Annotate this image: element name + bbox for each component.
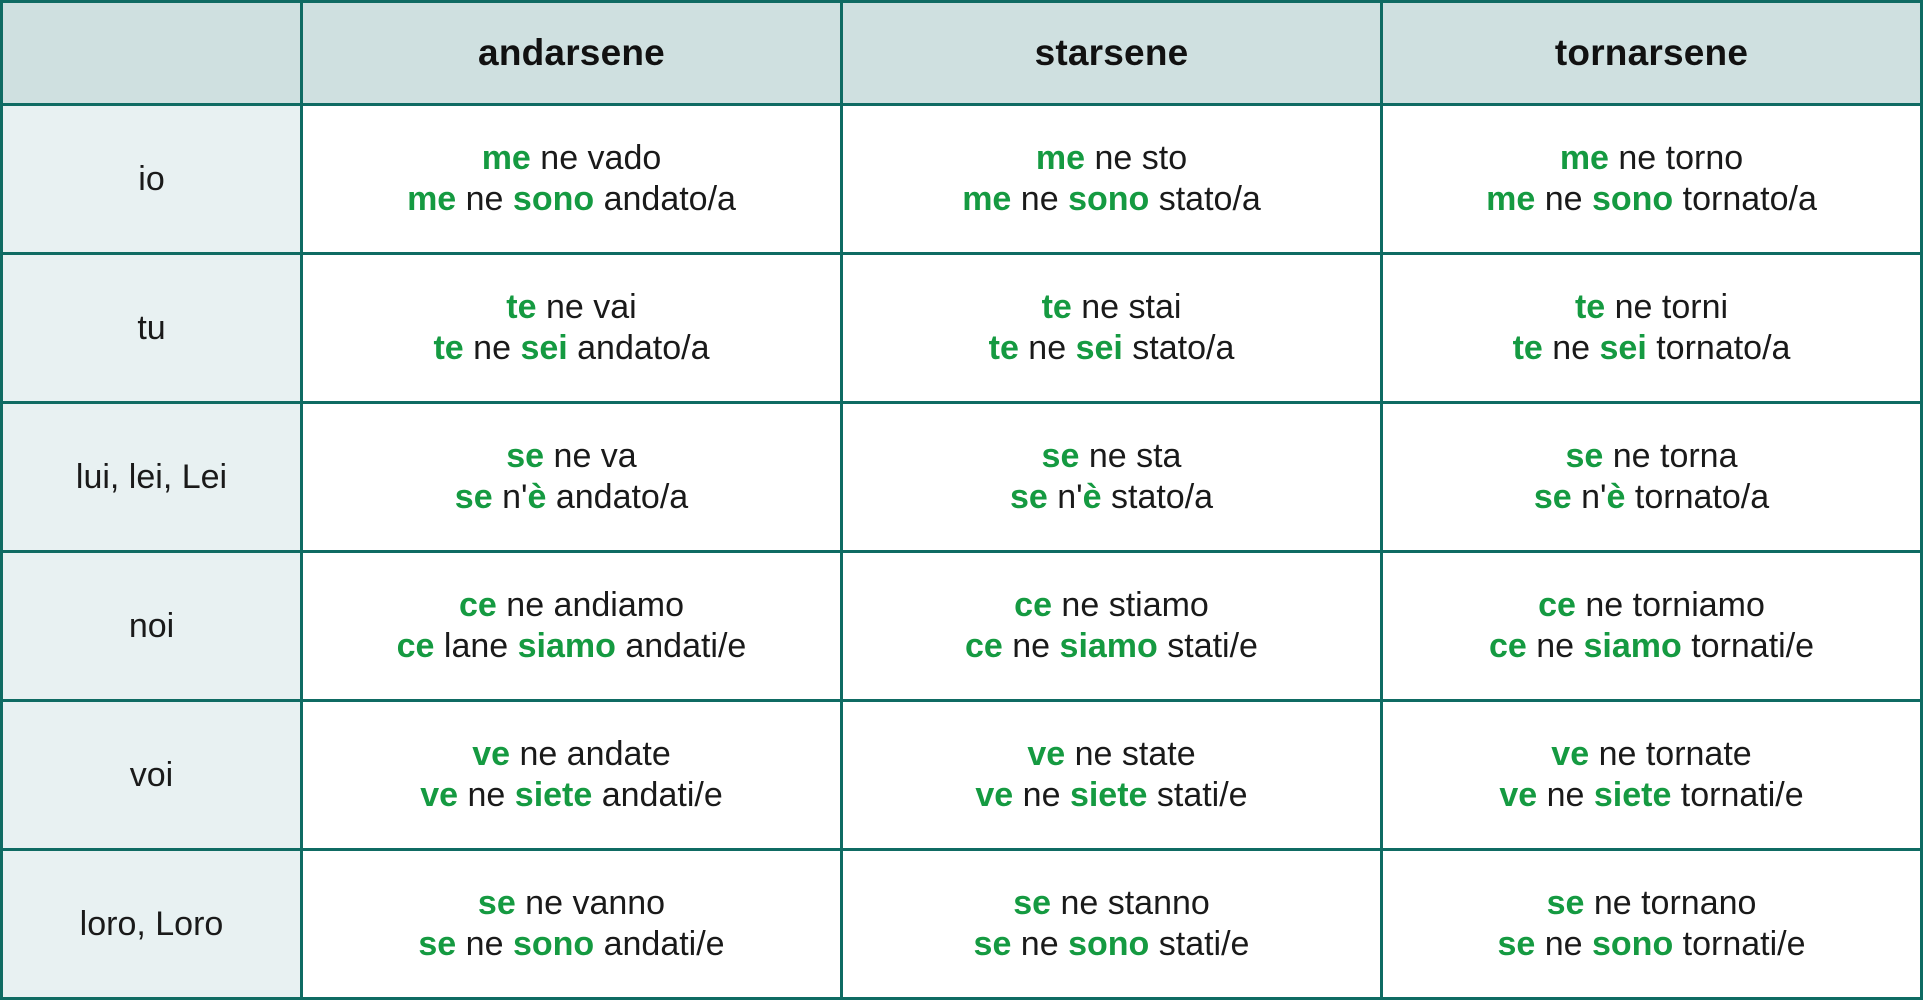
present-tense-form bbox=[313, 585, 830, 626]
past-tense-form bbox=[313, 477, 830, 518]
plain-word: andato/a bbox=[546, 478, 689, 516]
conjugation-cell-tornarsene bbox=[1382, 403, 1922, 552]
highlighted-word: me bbox=[1559, 138, 1609, 177]
highlighted-word: sono bbox=[1592, 925, 1674, 963]
plain-word: ne bbox=[463, 329, 521, 367]
plain-word: ne bbox=[1011, 925, 1069, 963]
pronoun-cell: lui, lei, Lei bbox=[2, 403, 302, 552]
past-tense-form bbox=[313, 328, 830, 369]
plain-word: ne bbox=[1526, 627, 1584, 665]
plain-word: n' bbox=[492, 478, 528, 516]
present-tense-form bbox=[313, 883, 830, 924]
highlighted-word: sono bbox=[512, 925, 595, 963]
present-tense-form bbox=[1393, 883, 1910, 924]
present-tense-form bbox=[1393, 287, 1910, 328]
highlighted-word: siete bbox=[1069, 776, 1148, 814]
past-tense-form bbox=[1393, 626, 1910, 667]
plain-word: ne bbox=[1535, 180, 1592, 218]
present-tense-form bbox=[853, 585, 1370, 626]
plain-word: tornato/a bbox=[1673, 180, 1817, 218]
plain-word: ne bbox=[1542, 329, 1600, 367]
plain-word: ne bbox=[458, 776, 515, 814]
plain-word: andato/a bbox=[594, 180, 736, 218]
highlighted-word: sei bbox=[1599, 329, 1647, 367]
pronoun-cell: loro, Loro bbox=[2, 850, 302, 999]
highlighted-word: te bbox=[988, 329, 1019, 367]
present-tense-form bbox=[1393, 585, 1910, 626]
past-tense-form bbox=[853, 626, 1370, 667]
highlighted-word: ce bbox=[396, 627, 435, 665]
highlighted-word: se bbox=[506, 436, 545, 475]
highlighted-word: me bbox=[407, 180, 457, 218]
present-tense-form bbox=[313, 436, 830, 477]
plain-word: ne torno bbox=[1608, 138, 1744, 177]
table-row bbox=[2, 105, 1922, 254]
plain-word: ne torni bbox=[1605, 287, 1729, 326]
plain-word: ne vanno bbox=[515, 883, 666, 922]
plain-word: andati/e bbox=[594, 925, 725, 963]
highlighted-word: te bbox=[433, 329, 464, 367]
highlighted-word: te bbox=[1512, 329, 1543, 367]
conjugation-cell-starsene bbox=[842, 850, 1382, 999]
conjugation-cell-starsene bbox=[842, 105, 1382, 254]
pronoun-cell: noi bbox=[2, 552, 302, 701]
highlighted-word: sei bbox=[1075, 329, 1123, 367]
present-tense-form bbox=[1393, 734, 1910, 775]
plain-word: tornati/e bbox=[1681, 627, 1815, 665]
highlighted-word: se bbox=[1041, 436, 1080, 475]
present-tense-form bbox=[853, 734, 1370, 775]
table-row bbox=[2, 850, 1922, 999]
highlighted-word: ce bbox=[1538, 585, 1576, 624]
highlighted-word: ce bbox=[459, 585, 497, 624]
highlighted-word: se bbox=[1497, 925, 1536, 963]
present-tense-form bbox=[313, 287, 830, 328]
plain-word: stato/a bbox=[1101, 478, 1214, 516]
pronoun-cell: io bbox=[2, 105, 302, 254]
plain-word: ne va bbox=[544, 436, 637, 475]
highlighted-word: se bbox=[1013, 883, 1052, 922]
column-header-tornarsene: tornarsene bbox=[1382, 2, 1922, 105]
highlighted-word: siamo bbox=[1583, 627, 1682, 665]
highlighted-word: sono bbox=[1591, 180, 1674, 218]
table-row bbox=[2, 701, 1922, 850]
table-corner-cell bbox=[2, 2, 302, 105]
plain-word: ne sta bbox=[1079, 436, 1182, 475]
plain-word: ne stai bbox=[1071, 287, 1182, 326]
highlighted-word: siamo bbox=[517, 627, 616, 665]
plain-word: stato/a bbox=[1122, 329, 1235, 367]
highlighted-word: se bbox=[973, 925, 1012, 963]
pronoun-cell: voi bbox=[2, 701, 302, 850]
plain-word: ne bbox=[1018, 329, 1076, 367]
plain-word: ne bbox=[1011, 180, 1069, 218]
plain-word: ne tornate bbox=[1589, 734, 1752, 773]
present-tense-form bbox=[853, 883, 1370, 924]
highlighted-word: ve bbox=[420, 776, 459, 814]
highlighted-word: sono bbox=[512, 180, 595, 218]
past-tense-form bbox=[853, 775, 1370, 816]
past-tense-form bbox=[853, 477, 1370, 518]
highlighted-word: te bbox=[1041, 287, 1072, 326]
plain-word: n' bbox=[1047, 478, 1083, 516]
plain-word: stato/a bbox=[1149, 180, 1261, 218]
plain-word: n' bbox=[1571, 478, 1607, 516]
conjugation-cell-starsene bbox=[842, 552, 1382, 701]
highlighted-word: se bbox=[1546, 883, 1585, 922]
plain-word: andati/e bbox=[592, 776, 723, 814]
table-row bbox=[2, 403, 1922, 552]
plain-word: andati/e bbox=[615, 627, 747, 665]
conjugation-cell-tornarsene bbox=[1382, 850, 1922, 999]
present-tense-form bbox=[853, 287, 1370, 328]
plain-word: ne stiamo bbox=[1051, 585, 1209, 624]
table-header bbox=[2, 2, 1922, 105]
conjugation-cell-andarsene bbox=[302, 850, 842, 999]
plain-word: ne bbox=[1002, 627, 1060, 665]
plain-word: ne state bbox=[1065, 734, 1196, 773]
past-tense-form bbox=[1393, 775, 1910, 816]
highlighted-word: ce bbox=[1014, 585, 1052, 624]
past-tense-form bbox=[1393, 477, 1910, 518]
conjugation-cell-tornarsene bbox=[1382, 552, 1922, 701]
past-tense-form bbox=[313, 924, 830, 965]
plain-word: lane bbox=[434, 627, 518, 665]
conjugation-cell-starsene bbox=[842, 403, 1382, 552]
plain-word: tornati/e bbox=[1671, 776, 1804, 814]
past-tense-form bbox=[313, 179, 830, 220]
past-tense-form bbox=[313, 775, 830, 816]
conjugation-cell-tornarsene bbox=[1382, 701, 1922, 850]
plain-word: ne torna bbox=[1603, 436, 1738, 475]
highlighted-word: se bbox=[1533, 478, 1572, 516]
highlighted-word: ve bbox=[1499, 776, 1538, 814]
plain-word: ne bbox=[456, 925, 513, 963]
plain-word: tornato/a bbox=[1646, 329, 1791, 367]
highlighted-word: sono bbox=[1068, 180, 1150, 218]
highlighted-word: ve bbox=[1551, 734, 1590, 773]
highlighted-word: sono bbox=[1068, 925, 1150, 963]
plain-word: ne vado bbox=[530, 138, 662, 177]
conjugation-cell-tornarsene bbox=[1382, 254, 1922, 403]
conjugation-cell-starsene bbox=[842, 701, 1382, 850]
highlighted-word: se bbox=[454, 478, 493, 516]
past-tense-form bbox=[1393, 179, 1910, 220]
highlighted-word: se bbox=[1009, 478, 1048, 516]
highlighted-word: ce bbox=[965, 627, 1003, 665]
conjugation-cell-andarsene bbox=[302, 105, 842, 254]
highlighted-word: siete bbox=[514, 776, 593, 814]
plain-word: ne andate bbox=[510, 734, 671, 773]
past-tense-form bbox=[853, 328, 1370, 369]
highlighted-word: se bbox=[418, 925, 457, 963]
highlighted-word: te bbox=[1574, 287, 1606, 326]
plain-word: stati/e bbox=[1149, 925, 1250, 963]
highlighted-word: me bbox=[962, 180, 1012, 218]
highlighted-word: sei bbox=[520, 329, 568, 367]
highlighted-word: me bbox=[481, 138, 531, 177]
highlighted-word: me bbox=[1035, 138, 1086, 177]
plain-word: ne andiamo bbox=[496, 585, 684, 624]
highlighted-word: se bbox=[477, 883, 516, 922]
plain-word: andato/a bbox=[567, 329, 710, 367]
plain-word: ne sto bbox=[1085, 138, 1188, 177]
plain-word: ne vai bbox=[536, 287, 637, 326]
present-tense-form bbox=[313, 734, 830, 775]
highlighted-word: è bbox=[1606, 478, 1626, 516]
past-tense-form bbox=[1393, 924, 1910, 965]
present-tense-form bbox=[853, 436, 1370, 477]
table-row bbox=[2, 254, 1922, 403]
conjugation-cell-andarsene bbox=[302, 254, 842, 403]
highlighted-word: me bbox=[1486, 180, 1536, 218]
conjugation-cell-andarsene bbox=[302, 552, 842, 701]
pronoun-cell: tu bbox=[2, 254, 302, 403]
plain-word: stati/e bbox=[1147, 776, 1248, 814]
plain-word: ne bbox=[456, 180, 513, 218]
plain-word: stati/e bbox=[1157, 627, 1258, 665]
past-tense-form bbox=[853, 924, 1370, 965]
highlighted-word: ve bbox=[472, 734, 511, 773]
present-tense-form bbox=[1393, 138, 1910, 179]
table-body bbox=[2, 105, 1922, 999]
conjugation-cell-andarsene bbox=[302, 403, 842, 552]
highlighted-word: ve bbox=[975, 776, 1014, 814]
highlighted-word: è bbox=[1082, 478, 1102, 516]
table-header-row bbox=[2, 2, 1922, 105]
highlighted-word: siamo bbox=[1059, 627, 1158, 665]
table-row bbox=[2, 552, 1922, 701]
plain-word: ne bbox=[1535, 925, 1592, 963]
conjugation-cell-starsene bbox=[842, 254, 1382, 403]
past-tense-form bbox=[853, 179, 1370, 220]
conjugation-cell-andarsene bbox=[302, 701, 842, 850]
highlighted-word: te bbox=[506, 287, 537, 326]
past-tense-form bbox=[313, 626, 830, 667]
column-header-andarsene: andarsene bbox=[302, 2, 842, 105]
highlighted-word: ve bbox=[1027, 734, 1066, 773]
highlighted-word: è bbox=[527, 478, 547, 516]
highlighted-word: siete bbox=[1593, 776, 1672, 814]
column-header-starsene: starsene bbox=[842, 2, 1382, 105]
plain-word: tornato/a bbox=[1625, 478, 1770, 516]
conjugation-cell-tornarsene bbox=[1382, 105, 1922, 254]
present-tense-form bbox=[853, 138, 1370, 179]
plain-word: tornati/e bbox=[1673, 925, 1806, 963]
plain-word: ne tornano bbox=[1584, 883, 1757, 922]
plain-word: ne bbox=[1013, 776, 1070, 814]
plain-word: ne stanno bbox=[1051, 883, 1210, 922]
present-tense-form bbox=[313, 138, 830, 179]
past-tense-form bbox=[1393, 328, 1910, 369]
plain-word: ne bbox=[1537, 776, 1594, 814]
plain-word: ne torniamo bbox=[1575, 585, 1765, 624]
highlighted-word: ce bbox=[1488, 627, 1527, 665]
present-tense-form bbox=[1393, 436, 1910, 477]
highlighted-word: se bbox=[1565, 436, 1604, 475]
